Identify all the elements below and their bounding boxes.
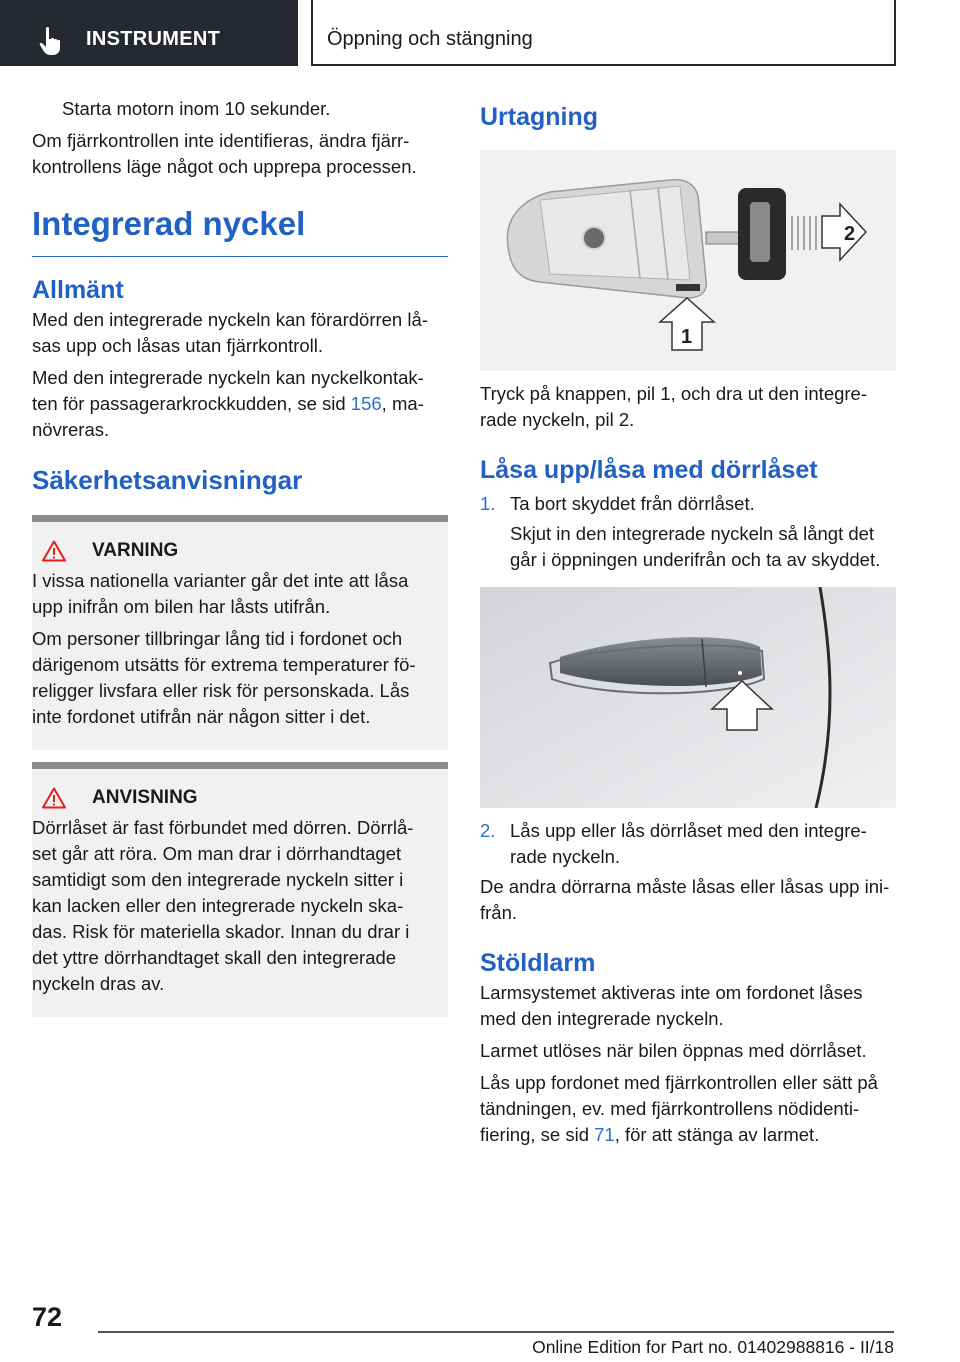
- general-title: Allmänt: [32, 276, 124, 304]
- hand-pointer-icon: [38, 26, 64, 56]
- page-number: 72: [32, 1302, 63, 1332]
- alarm-paragraph-1: Larmsystemet aktiveras inte om fordonet låses med den integrerade nyckeln.: [480, 982, 863, 1029]
- step-2-text: Lås upp eller lås dörrlåset med den integre-rade nyckeln.: [510, 820, 867, 867]
- intro-line-2: Om fjärrkontrollen inte identifieras, ändra fjärr-kontrollens läge något och upprepa processen.: [32, 130, 417, 177]
- chapter-title: Öppning och stängning: [327, 28, 533, 50]
- footer-divider: [98, 1331, 894, 1333]
- chapter-tab: [311, 0, 896, 66]
- general-p2-text-end: , ma-növreras.: [32, 393, 424, 440]
- door-handle-illustration: [480, 587, 896, 808]
- safety-title: Säkerhetsanvisningar: [32, 465, 303, 495]
- removal-title: Urtagning: [480, 103, 599, 131]
- alarm-p3-text: Lås upp fordonet med fjärrkontrollen eller sätt på tändningen, ev. med fjärrkontrollens nödidenti-fiering, se sid: [480, 1072, 878, 1145]
- step-1: [480, 491, 896, 517]
- key-fob-drawing: [480, 150, 896, 371]
- alarm-paragraph-3: [480, 1070, 896, 1148]
- left-column: [32, 96, 448, 1029]
- step-1-number: 1.: [480, 493, 496, 514]
- step-2-number: 2.: [480, 820, 496, 841]
- warning-box: [32, 515, 448, 750]
- arrow-2-label: 2: [844, 223, 856, 245]
- step-2: [480, 818, 896, 870]
- intro-line-1: Starta motorn inom 10 sekunder.: [62, 98, 331, 119]
- removal-text: Tryck på knappen, pil 1, och dra ut den integre-rade nyckeln, pil 2.: [480, 383, 868, 430]
- general-paragraph-2: [32, 365, 448, 443]
- alarm-title: Stöldlarm: [480, 949, 596, 977]
- key-removal-illustration: [480, 150, 896, 371]
- edition-text: Online Edition for Part no. 01402988816 - II/18: [532, 1337, 894, 1357]
- general-paragraph-1: Med den integrerade nyckeln kan förardörren lå-sas upp och låsas utan fjärrkontroll.: [32, 309, 428, 356]
- warning-header: [32, 540, 436, 562]
- warning-paragraph-2: Om personer tillbringar lång tid i fordonet och därigenom utsätts för extrema temperaturer fö-religger livsfara eller risk för personskada. Lås inte fordonet utifrån när någon sitter i det.: [32, 628, 416, 727]
- page-link-156[interactable]: 156: [350, 393, 382, 414]
- notice-label: ANVISNING: [92, 787, 198, 808]
- main-title: Integrerad nyckel: [32, 204, 448, 257]
- warning-triangle-icon: [42, 540, 66, 562]
- notice-paragraph-1: Dörrlåset är fast förbundet med dörren. Dörrlå-set går att röra. Om man drar i dörrhandtaget samtidigt som den integrerade nyckeln sitter i kan lacken eller den integrerade nyckeln ska-das. Risk för materiella skador. Innan du drar i det yttre dörrhandtaget skall den integrerade nyckeln dras av.: [32, 817, 414, 994]
- right-column: [480, 96, 896, 1154]
- step-1-subtext: Skjut in den integrerade nyckeln så långt det går i öppningen underifrån och ta av skyddet.: [510, 523, 881, 570]
- notice-box: [32, 762, 448, 1017]
- warning-triangle-icon: [42, 787, 66, 809]
- page-link-71[interactable]: 71: [594, 1124, 615, 1145]
- warning-paragraph-1: I vissa nationella varianter går det inte att låsa upp inifrån om bilen har låsts utifrån.: [32, 570, 409, 617]
- other-doors-text: De andra dörrarna måste låsas eller låsas upp ini-från.: [480, 876, 890, 923]
- alarm-p3-text-end: , för att stänga av larmet.: [614, 1124, 820, 1145]
- general-p2-text: Med den integrerade nyckeln kan nyckelkontak-ten för passagerarkrockkudden, se sid: [32, 367, 424, 414]
- step-1-text: Ta bort skyddet från dörrlåset.: [510, 493, 755, 514]
- warning-label: VARNING: [92, 540, 179, 561]
- lock-title: Låsa upp/låsa med dörrlåset: [480, 456, 818, 484]
- page-header: [0, 0, 960, 66]
- alarm-paragraph-2: Larmet utlöses när bilen öppnas med dörrlåset.: [480, 1040, 867, 1061]
- section-tab[interactable]: [0, 0, 298, 66]
- door-handle-drawing: [480, 587, 896, 808]
- arrow-1-label: 1: [681, 326, 693, 348]
- section-label: INSTRUMENT: [86, 28, 221, 50]
- notice-header: [32, 787, 436, 809]
